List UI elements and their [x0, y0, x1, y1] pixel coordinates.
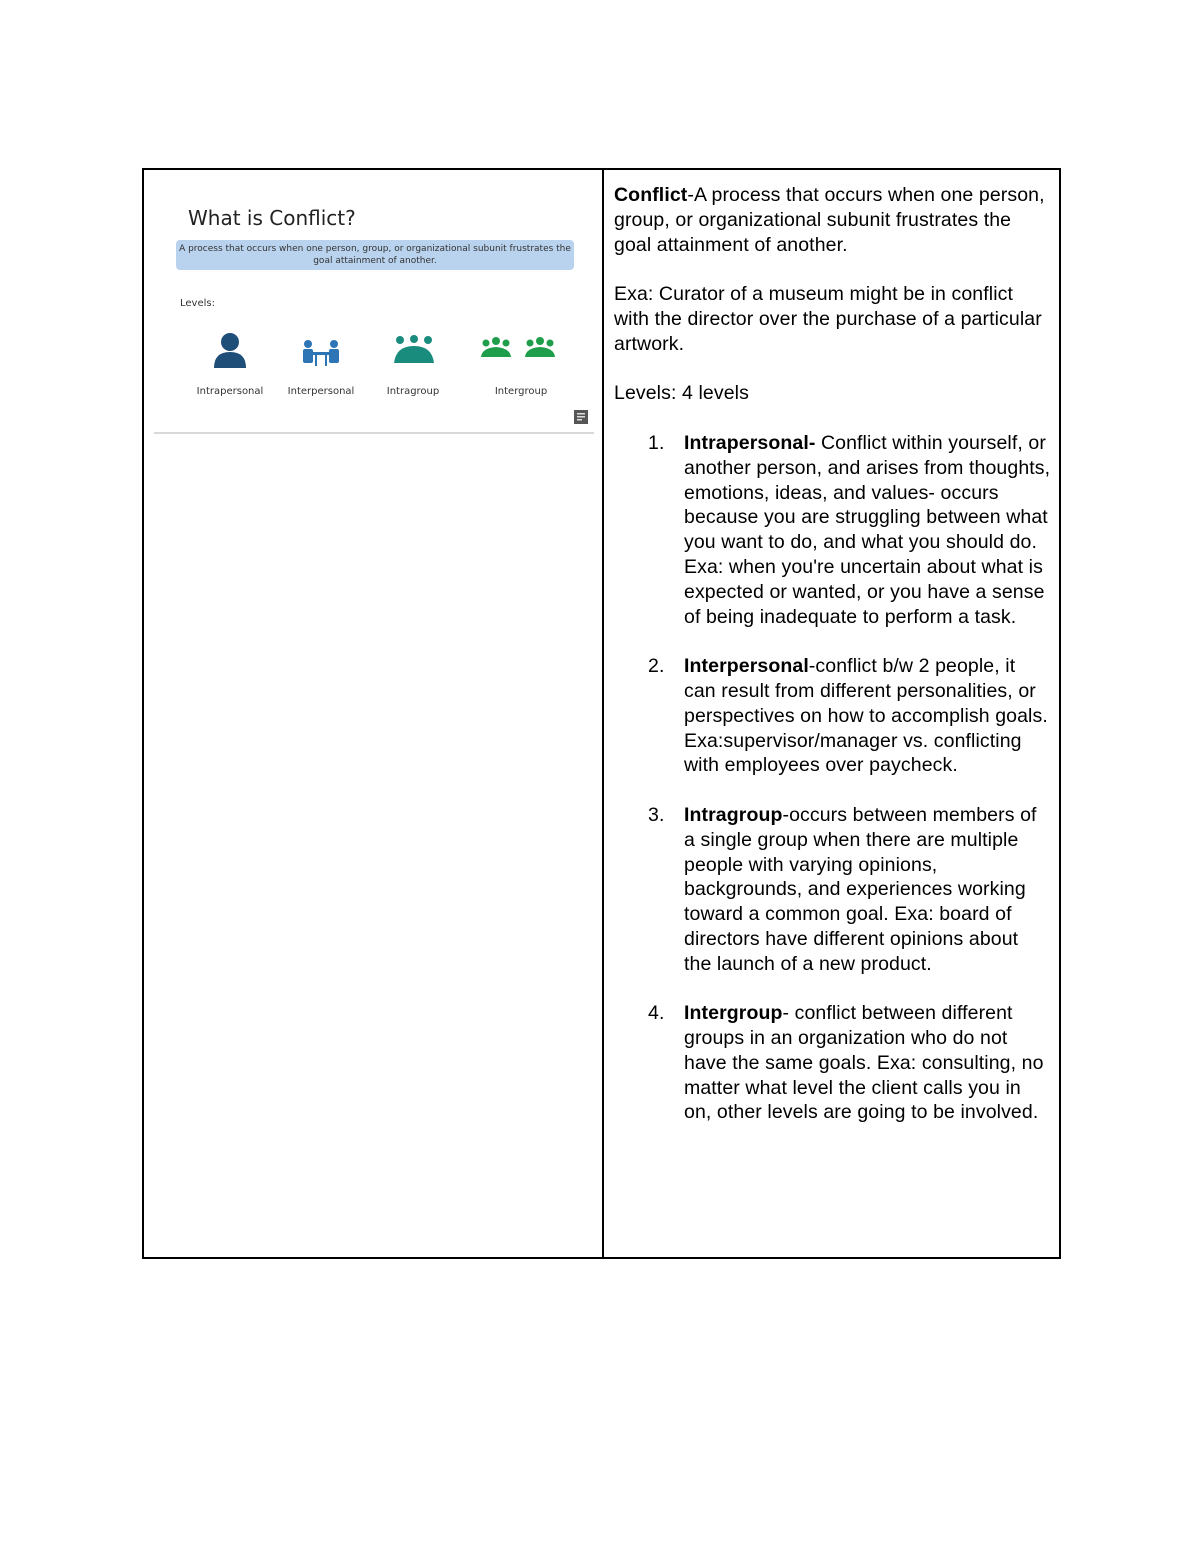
slide-levels-label: Levels:: [180, 298, 215, 309]
group-icon: [392, 335, 436, 365]
list-term: Intragroup: [684, 803, 783, 826]
level-caption-interpersonal: Interpersonal: [287, 386, 355, 397]
definition-paragraph: [614, 183, 1051, 257]
list-text: -occurs between members of a single group when there are multiple people with varying opinions, backgrounds, and experiences working toward a common goal. Exa: board of directors have different opinions about the launch of a new product.: [684, 803, 1037, 975]
list-item: [614, 654, 1051, 778]
definition-term: Conflict: [614, 184, 688, 206]
slide-title: What is Conflict?: [188, 206, 356, 230]
list-number: 4.: [648, 1002, 665, 1025]
notes-icon: [574, 410, 588, 424]
list-number: 2.: [648, 655, 665, 678]
definition-text: -A process that occurs when one person, group, or organizational subunit frustrates the goal attainment of another.: [614, 184, 1045, 256]
list-text: Conflict within yourself, or another person, and arises from thoughts, emotions, ideas, and values- occurs because you are struggling between what you want to do, and what you should do. Exa: when you're uncertain about what is expected or wanted, or you have a sense of being inadequate to perform a task.: [684, 431, 1051, 628]
list-text: - conflict between different groups in an organization who do not have the same goals. Exa: consulting, no matter what level the client calls you in on, other levels are going to be involved.: [684, 1002, 1044, 1124]
level-caption-intrapersonal: Intrapersonal: [196, 386, 264, 397]
list-text: -conflict b/w 2 people, it can result from different personalities, or perspectives on how to accomplish goals. Exa:supervisor/manager vs. conflicting with employees over paycheck.: [684, 655, 1048, 777]
list-term: Intergroup: [684, 1002, 783, 1025]
slide-thumbnail: [154, 170, 596, 435]
list-item: [614, 803, 1051, 977]
list-term: Intrapersonal-: [684, 431, 816, 454]
levels-list: [614, 431, 1051, 1125]
level-caption-intergroup: Intergroup: [494, 386, 548, 397]
slide-divider: [154, 432, 594, 434]
slide-cell: [144, 170, 604, 1257]
list-item: [614, 1001, 1051, 1125]
list-term: Interpersonal: [684, 655, 809, 678]
meeting-icon: [300, 338, 342, 368]
notes-cell: [604, 170, 1059, 1257]
list-number: 1.: [648, 431, 665, 454]
list-item: [614, 431, 1051, 629]
two-groups-icon: [480, 337, 556, 361]
slide-definition-box: A process that occurs when one person, group, or organizational subunit frustrates the goal attainment of another.: [176, 240, 574, 270]
level-caption-intragroup: Intragroup: [386, 386, 440, 397]
person-icon: [211, 330, 249, 370]
example-paragraph: Exa: Curator of a museum might be in conflict with the director over the purchase of a particular artwork.: [614, 283, 1042, 355]
list-number: 3.: [648, 803, 665, 826]
levels-heading: Levels: 4 levels: [614, 382, 749, 405]
notes-table: [142, 168, 1061, 1259]
